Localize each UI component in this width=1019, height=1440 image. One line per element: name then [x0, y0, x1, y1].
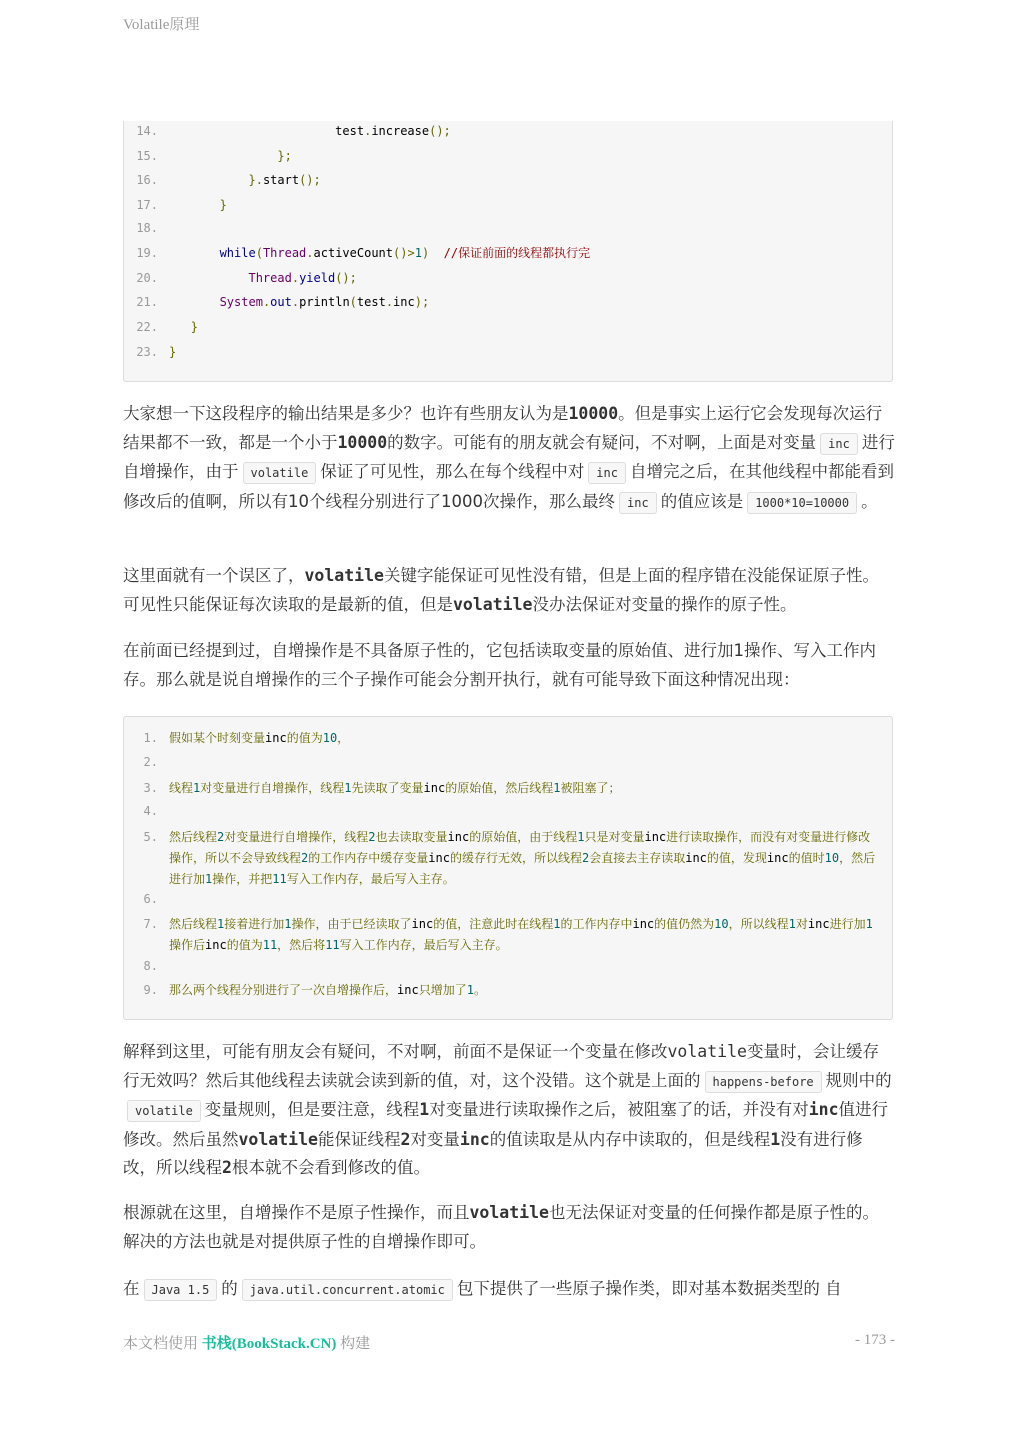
paragraph-misconception — [123, 562, 895, 619]
line-number: 9. — [143, 983, 158, 997]
code-token: 的值，注意此时在线程 — [433, 917, 554, 931]
bold-text: 2 — [400, 1129, 411, 1149]
bold-text: inc — [459, 1129, 490, 1149]
text: 也无法保证对变量的任何操作都是原子性的。解决的方法也就是对提供原子性的自增操作即可。 — [123, 1203, 879, 1251]
code-token: test — [356, 295, 386, 309]
page-header-title: Volatile原理 — [123, 17, 200, 33]
inline-code: inc — [619, 492, 657, 514]
line-number: 4. — [143, 804, 158, 818]
code-token: 操作，并把 — [212, 872, 273, 886]
code-token: (); — [335, 271, 357, 285]
text: 解释到这里，可能有朋友会有疑问，不对啊，前面不是保证一个变量在修改 — [123, 1042, 668, 1061]
code-token: } — [219, 198, 227, 212]
code-token: ，然后进行加 — [169, 851, 876, 886]
code-token: 1 — [205, 872, 213, 886]
code-token: inc — [632, 917, 655, 931]
code-token: 的缓存行无效，所以线程 — [449, 851, 582, 865]
bold-text: volatile — [238, 1129, 318, 1149]
code-line — [124, 752, 894, 772]
code-token: 2 — [368, 830, 376, 844]
code-token: start — [262, 173, 300, 187]
code-token: ，然后将 — [277, 938, 326, 952]
code-token: (); — [429, 124, 451, 138]
code-token: 的值为 — [286, 731, 323, 745]
code-line — [124, 914, 894, 952]
code-token: 11 — [272, 872, 287, 886]
code-token: ); — [414, 295, 430, 309]
text: 值进行修改。然后虽然 — [123, 1100, 889, 1149]
code-token: 操作，由于已经读取了 — [291, 917, 412, 931]
text: 的 — [221, 1279, 238, 1298]
code-content — [169, 268, 357, 288]
code-token: 然后线程 — [169, 917, 218, 931]
bold-text: 2 — [222, 1158, 232, 1177]
code-token: yield — [299, 271, 336, 285]
text: 的值应该是 — [660, 491, 744, 511]
code-token: 先读取了变量 — [351, 781, 424, 795]
bold-keyword: volatile — [469, 1203, 549, 1222]
text: 关键字能保证可见性没有错，但是上面的程序错在没能保证原子性。可见性只能保证每次读取的是最新的值，但是 — [123, 566, 879, 614]
code-block-main — [123, 121, 893, 382]
code-indent — [169, 295, 220, 309]
code-token: 的工作内存中 — [560, 917, 633, 931]
text: 能保证线程 — [317, 1129, 401, 1149]
code-token: (); — [299, 173, 321, 187]
code-token: inc — [447, 830, 470, 844]
text: 根源就在这里，自增操作不是原子性操作，而且 — [123, 1203, 470, 1222]
code-content — [169, 342, 176, 362]
code-token: inc — [393, 295, 415, 309]
code-indent — [169, 173, 248, 187]
code-token: 的值为 — [226, 938, 263, 952]
paragraph-root-cause — [123, 1199, 895, 1256]
inline-code: inc — [588, 462, 626, 484]
line-number: 21. — [136, 295, 158, 309]
line-number: 7. — [143, 917, 158, 931]
code-token: 对 — [795, 917, 808, 931]
code-token: 11 — [325, 938, 340, 952]
code-line — [124, 827, 894, 886]
code-line — [124, 728, 894, 748]
text: 进行自增操作，由于 — [123, 432, 895, 481]
code-token: inc — [807, 917, 830, 931]
code-token — [429, 246, 443, 260]
code-token: 1 — [284, 917, 292, 931]
line-number: 22. — [136, 320, 158, 334]
code-token: . — [262, 295, 271, 309]
code-token: 对变量进行自增操作，线程 — [200, 781, 345, 795]
code-token: 2 — [217, 830, 225, 844]
code-token: 10 — [714, 917, 729, 931]
code-token: 的原始值，由于线程 — [469, 830, 578, 844]
code-token: 进行读取操作，而没有对变量进行修改操作，所以不会导致线程 — [169, 830, 871, 865]
page-number: - 173 - — [855, 1332, 895, 1348]
code-token: System — [219, 295, 263, 309]
text: 的数字。可能有的朋友就会有疑问，不对啊，上面是对变量 — [387, 432, 817, 452]
code-token: 1 — [344, 781, 352, 795]
inline-code: happens-before — [705, 1071, 822, 1093]
code-token: ( — [349, 295, 357, 309]
paragraph-atomicity — [123, 637, 895, 694]
code-line — [124, 889, 894, 909]
inline-code: volatile — [127, 1100, 201, 1122]
code-token: 只是对变量 — [584, 830, 645, 844]
code-token: 10 — [322, 731, 338, 745]
code-token: 被阻塞了； — [560, 781, 621, 795]
line-number: 5. — [143, 830, 158, 844]
footer-prefix: 本文档使用 — [123, 1336, 202, 1352]
bold-number: 10000 — [568, 404, 619, 423]
text: 。但是事实上运行它会发现每次运行结果都不一致，都是一个小于 — [123, 404, 883, 452]
code-token: 1 — [553, 781, 561, 795]
inline-code: volatile — [243, 462, 317, 484]
code-token: ，所以线程 — [728, 917, 789, 931]
code-token: . — [306, 246, 314, 260]
code-token: 1 — [193, 781, 201, 795]
code-content — [169, 728, 879, 749]
code-token: 接着进行加 — [224, 917, 285, 931]
code-token: inc — [411, 917, 434, 931]
line-number: 15. — [136, 149, 158, 163]
code-token: 1 — [553, 917, 561, 931]
code-token: 也去读取变量 — [375, 830, 448, 844]
bold-text: inc — [808, 1100, 839, 1119]
text: 对变量 — [410, 1129, 460, 1149]
text: 自增完之后，在其他线程中都能看到修改后的值啊，所以有10个线程分别进行了1000次操作，那么最终 — [123, 462, 894, 511]
paragraph-explanation — [123, 1038, 895, 1183]
code-line — [124, 778, 894, 798]
code-token: ( — [255, 246, 263, 260]
line-number: 3. — [143, 781, 158, 795]
code-token: inc — [397, 983, 419, 997]
mono-text: volatile — [667, 1042, 747, 1061]
code-token: test — [335, 124, 365, 138]
footer-brand-link[interactable]: 书栈(BookStack.CN) — [201, 1336, 337, 1352]
code-token: 。 — [473, 983, 486, 997]
code-indent — [169, 246, 220, 260]
bold-keyword: volatile — [453, 594, 533, 614]
code-token: inc — [205, 938, 227, 952]
code-indent — [169, 198, 220, 212]
code-content — [169, 195, 227, 215]
line-number: 23. — [136, 345, 158, 359]
code-content — [169, 121, 451, 141]
code-content — [169, 914, 879, 956]
text: 规则中的 — [825, 1070, 892, 1090]
code-token: inc — [766, 851, 789, 865]
code-token: Thread — [262, 246, 307, 260]
code-token: } — [190, 320, 198, 334]
code-line — [124, 980, 894, 1000]
code-token: 然后线程 — [169, 830, 218, 844]
line-number: 17. — [136, 198, 158, 212]
code-token: }. — [248, 173, 263, 187]
paragraph-atomic-package — [123, 1275, 895, 1305]
line-number: 18. — [136, 221, 158, 235]
text: 保证了可见性，那么在每个线程中对 — [320, 462, 585, 481]
line-number: 6. — [143, 892, 158, 906]
code-token: 1 — [577, 830, 585, 844]
code-indent — [169, 271, 248, 285]
code-content — [169, 170, 321, 190]
inline-code: 1000*10=10000 — [747, 492, 857, 514]
line-number: 2. — [143, 755, 158, 769]
text: 对变量进行读取操作之后，被阻塞了的话，并没有对 — [429, 1100, 809, 1119]
code-token: while — [219, 246, 256, 260]
code-token: 写入工作内存，最后写入主存。 — [339, 938, 508, 952]
code-token: . — [385, 295, 394, 309]
code-content — [169, 827, 879, 890]
code-token: 的值，发现 — [706, 851, 767, 865]
code-token: 线程 — [169, 781, 194, 795]
text: 变量规则，但是要注意，线程 — [204, 1100, 420, 1119]
code-token: . — [291, 295, 300, 309]
line-number: 8. — [143, 959, 158, 973]
line-number: 16. — [136, 173, 158, 187]
code-token: 操作后 — [169, 938, 206, 952]
code-token: inc — [423, 781, 446, 795]
code-token: inc — [644, 830, 667, 844]
text: 变量时，会让缓存行无效吗？然后其他线程去读就会读到新的值，对，这个没错。这个就是上面的 — [123, 1042, 879, 1090]
text: 大家想一下这段程序的输出结果是多少？也许有些朋友认为是 — [123, 404, 569, 423]
code-token: 的值仍然为 — [654, 917, 715, 931]
code-token: 会直接去主存读取 — [589, 851, 686, 865]
code-token: 2 — [581, 851, 590, 865]
code-token: 对变量进行自增操作，线程 — [224, 830, 369, 844]
code-line — [124, 956, 894, 976]
line-number: 19. — [136, 246, 158, 260]
code-token: 进行加 — [829, 917, 866, 931]
text: 没办法保证对变量的操作的原子性。 — [532, 594, 797, 614]
text: 没有进行修改，所以线程 — [123, 1129, 863, 1177]
code-token: //保证前面的线程都执行完 — [443, 246, 591, 260]
code-token: 2 — [301, 851, 309, 865]
code-token: inc — [428, 851, 450, 865]
code-token: ， — [337, 731, 350, 745]
inline-code: Java 1.5 — [144, 1279, 218, 1301]
code-content — [169, 146, 292, 166]
code-token: increase — [371, 124, 430, 138]
code-indent — [169, 124, 335, 138]
code-content — [169, 778, 879, 799]
code-token: activeCount — [313, 246, 394, 260]
paragraph-output-question — [123, 400, 895, 517]
code-token: ()> — [393, 246, 415, 260]
code-line — [124, 801, 894, 821]
code-block-scenario — [123, 716, 893, 1020]
text: 在 — [123, 1279, 140, 1298]
code-token: println — [299, 295, 350, 309]
code-indent — [169, 149, 277, 163]
footer-suffix: 构建 — [336, 1336, 371, 1352]
text: 的值读取是从内存中读取的，但是线程 — [489, 1129, 771, 1149]
code-token: 那么两个线程分别进行了一次自增操作后， — [169, 983, 398, 997]
code-token: out — [270, 295, 292, 309]
code-token: 11 — [262, 938, 278, 952]
line-number: 1. — [143, 731, 158, 745]
code-content — [169, 243, 590, 263]
line-number: 20. — [136, 271, 158, 285]
code-content — [169, 980, 879, 1001]
inline-code: java.util.concurrent.atomic — [242, 1279, 453, 1301]
bold-keyword: volatile — [304, 566, 384, 585]
code-token: 的工作内存中缓存变量 — [308, 851, 429, 865]
code-token: } — [169, 345, 177, 359]
text: 包下提供了一些原子操作类，即对基本数据类型的 自 — [456, 1279, 842, 1298]
code-token: 1 — [414, 246, 422, 260]
code-token: . — [291, 271, 300, 285]
code-token: . — [364, 124, 372, 138]
code-token: }; — [277, 149, 292, 163]
code-content — [169, 292, 429, 312]
footer-credit — [123, 1332, 370, 1353]
code-token: inc — [265, 731, 287, 745]
code-token: 只增加了 — [418, 983, 467, 997]
code-token: inc — [685, 851, 707, 865]
code-token: 1 — [865, 917, 873, 931]
code-token: 1 — [217, 917, 225, 931]
code-indent — [169, 320, 191, 334]
code-token: Thread — [248, 271, 292, 285]
bold-text: 1 — [770, 1129, 781, 1149]
code-token: ) — [421, 246, 430, 260]
code-token: 写入工作内存，最后写入主存。 — [286, 872, 455, 886]
bold-number: 10000 — [337, 432, 388, 452]
text: 在前面已经提到过，自增操作是不具备原子性的，它包括读取变量的原始值、进行加1操作、写入工作内存。那么就是说自增操作的三个子操作可能会分割开执行，就有可能导致下面这种情况出现： — [123, 641, 876, 689]
code-token: 1 — [788, 917, 796, 931]
code-token: 假如某个时刻变量 — [169, 731, 266, 745]
code-token: 1 — [466, 983, 474, 997]
line-number: 14. — [136, 124, 158, 138]
code-token: 的值时 — [788, 851, 825, 865]
code-content — [169, 317, 198, 337]
text: 。 — [861, 491, 878, 511]
code-token: 的原始值，然后线程 — [445, 781, 554, 795]
bold-text: 1 — [419, 1100, 430, 1119]
inline-code: inc — [820, 433, 858, 455]
text: 这里面就有一个误区了， — [123, 566, 305, 585]
code-token: 10 — [824, 851, 840, 865]
text: 根本就不会看到修改的值。 — [231, 1158, 430, 1177]
